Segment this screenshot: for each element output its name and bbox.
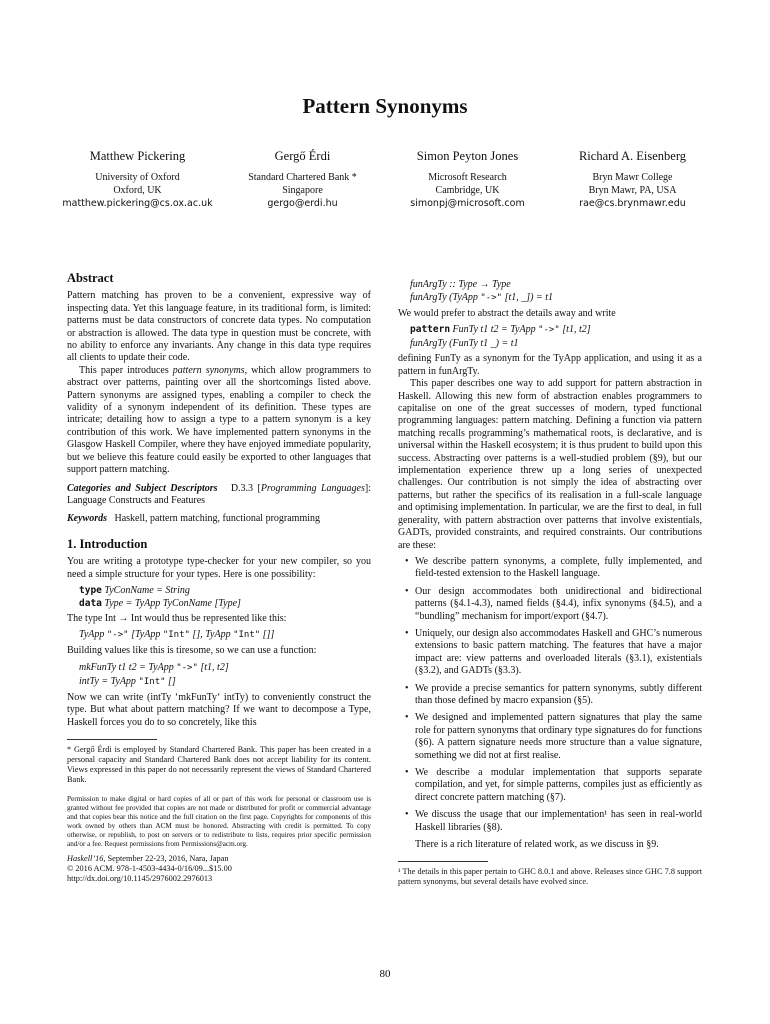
copyright-line: © 2016 ACM. 978-1-4503-4434-0/16/09...$15.00 — [67, 864, 232, 874]
code-text: [t1, t2] — [197, 661, 229, 673]
author-location: Oxford, UK — [113, 185, 162, 196]
code-block-5 — [410, 323, 702, 350]
categories-label: Categories and Subject Descriptors — [67, 482, 218, 494]
code-text: funArgTy (TyApp — [410, 292, 481, 303]
text-run: D.3.3 [ — [230, 482, 261, 494]
right-paragraph-3: This paper describes one way to add support for pattern abstraction in Haskell. Allowing this new form of abstraction enables programmers to capitalise on one of the great successes of modern, typed functional programming languages: pattern matching. Defining a function via pattern matching recalls programming’s mathematical roots, is declarative, and is universal within the Haskell ecosystem; it is thus prudent to build upon this success. Abstracting over patterns is a well-studied problem (§9), but our implementation experience threw up a long series of unexpected challenges. Our contribution is not simply the idea of abstracting over patterns, but rather the specifics of its realisation in a full-scale language and optimising implementation. In particular, we are the first to deal, in full generality, with pattern abstraction over patterns that involve existentials, GADTs, provided constraints, and required constraints. Our contributions are these: — [398, 378, 702, 551]
code-string: "->" — [480, 293, 503, 303]
author-name: Gergő Érdi — [274, 149, 331, 163]
footnote-divider — [398, 861, 488, 862]
code-line — [79, 584, 371, 597]
footnote-1: ¹ The details in this paper pertain to GHC 8.0.1 and above. Releases since GHC 7.8 support pattern synonyms, but several details have evolved since. — [398, 867, 702, 887]
code-text: [TyApp — [128, 629, 163, 641]
code-block-3 — [79, 661, 371, 689]
text-run: This paper introduces — [79, 364, 173, 376]
code-keyword: data — [79, 597, 102, 609]
list-item: • Our design accommodates both unidirectional and bidirectional patterns (§4.1-4.3), named fields (§4.4), infix synonyms (§4.5), and a “bundling” mechanism for import/export (§4.7). — [415, 586, 702, 623]
venue-date: September 22-23, 2016, Nara, Japan — [105, 854, 229, 864]
author-location: Bryn Mawr, PA, USA — [588, 185, 677, 196]
list-item: • We describe a modular implementation that supports separate compilation, and yet, for simple patterns, compiles just as efficiently as direct concrete pattern matching (§7). — [415, 767, 702, 804]
text-run: , which allow programmers to abstract over patterns, painting over all the shortcomings listed above. Pattern synonyms are assigned types, enabling a compiler to check the validity of a synonym independent of its definition. These types are intricate; detailing how to assign a type to a pattern synonym is a key contribution of this work. We have implemented pattern synonyms in the Glasgow Haskell Compiler, where they have enjoyed immediate popularity, but we believe this feature could easily be exported to other languages that support pattern matching. — [67, 364, 371, 476]
author-affiliation: Bryn Mawr College — [592, 172, 673, 183]
text-run: ]: Language Constructs and Features — [67, 482, 371, 506]
abstract-heading: Abstract — [67, 271, 114, 285]
code-keyword: pattern — [410, 324, 451, 336]
code-block-4 — [410, 278, 702, 305]
code-text: [], TyApp — [189, 629, 234, 641]
intro-paragraph-3: Building values like this is tiresome, so we can use a function: — [67, 645, 317, 657]
code-string: "->" — [538, 325, 560, 336]
venue-name: Haskell’16, — [67, 854, 106, 864]
code-line — [79, 661, 371, 675]
author-email: gergo@erdi.hu — [267, 198, 338, 209]
code-keyword: type — [79, 584, 102, 596]
intro-paragraph-1: You are writing a prototype type-checker for your new compiler, so you need a simple structure for your types. Here is one possibility: — [67, 556, 371, 580]
code-text: TyConName = String — [101, 584, 190, 596]
permission-notice: Permission to make digital or hard copies of all or part of this work for personal or classroom use is granted without fee provided that copies are not made or distributed for profit or commercial advantage and that copies bear this notice and the full citation on the first page. Copyrights for components of this work owned by others than ACM must be honored. Abstracting with credit is permitted. To copy otherwise, or republish, to post on servers or to redistribute to lists, requires prior specific permission and/or a fee. Request permissions from Permissions@acm.org. — [67, 794, 371, 848]
code-line — [79, 675, 371, 689]
code-line — [410, 291, 702, 305]
author-4 — [550, 150, 715, 210]
code-string: "Int" — [162, 630, 190, 641]
author-3 — [385, 150, 550, 210]
author-name: Matthew Pickering — [89, 149, 186, 163]
code-text: TyApp — [79, 629, 107, 641]
right-paragraph-4: There is a rich literature of related work, as we discuss in §9. — [415, 839, 659, 851]
code-text: FunTy t1 t2 = TyApp — [450, 324, 539, 336]
code-block-2 — [79, 628, 371, 642]
code-line — [79, 628, 371, 642]
code-text: [t1, _]) = t1 — [502, 292, 553, 303]
left-column — [67, 272, 371, 922]
code-string: "Int" — [233, 630, 261, 641]
keywords-label: Keywords — [67, 513, 107, 525]
right-column — [398, 275, 702, 935]
author-affiliation: Standard Chartered Bank * — [248, 172, 357, 183]
author-location: Cambridge, UK — [435, 185, 500, 196]
list-item: • We discuss the usage that our implementation¹ has seen in real-world Haskell libraries (§8). — [415, 809, 702, 834]
right-paragraph-2: defining FunTy as a synonym for the TyApp application, and using it as a pattern in funArgTy. — [398, 353, 702, 377]
code-string: "->" — [176, 662, 198, 673]
code-line — [79, 597, 371, 610]
author-1 — [55, 150, 220, 210]
code-line — [410, 323, 702, 337]
author-affiliation: University of Oxford — [95, 172, 180, 183]
contributions-list — [398, 556, 702, 834]
code-text: Type = TyApp TyConName [Type] — [101, 597, 241, 609]
code-text: [t1, t2] — [559, 324, 591, 336]
code-block-1 — [79, 584, 371, 610]
footnote-star: * Gergő Érdi is employed by Standard Chartered Bank. This paper has been created in a personal capacity and Standard Chartered Bank does not accept liability for its content. Views expressed in this paper do not necessarily represent the views of Standard Chartered Bank. — [67, 744, 371, 784]
author-name: Richard A. Eisenberg — [578, 149, 687, 163]
code-text: [] — [165, 675, 176, 687]
list-item: • Uniquely, our design also accommodates Haskell and GHC’s numerous extensions to basic pattern matching. The features that have a major impact are: view patterns and overloaded literals (§3.1), existentials (§3.2), and GADTs (§3.3). — [415, 628, 702, 678]
author-block — [55, 150, 715, 210]
abstract-paragraph-2 — [67, 365, 371, 477]
doi-link[interactable]: http://dx.doi.org/10.1145/2976002.2976013 — [67, 874, 213, 884]
right-paragraph-1: We would prefer to abstract the details away and write — [398, 308, 616, 319]
author-location: Singapore — [282, 185, 323, 196]
footnote-divider — [67, 739, 157, 740]
author-email: matthew.pickering@cs.ox.ac.uk — [62, 198, 213, 209]
venue-info — [67, 854, 371, 864]
abstract-paragraph-1: Pattern matching has proven to be a convenient, expressive way of inspecting data. Yet this language feature, in its traditional form, is limited: patterns must be data constructors of concrete data types. No computation or abstraction is allowed. The data type in question must be concrete, with no ability to enforce any invariants. Any change in this data type requires all clients to update their code. — [67, 290, 371, 364]
code-line: funArgTy (FunTy t1 _) = t1 — [410, 338, 519, 350]
intro-paragraph-4: Now we can write (intTy ‘mkFunTy‘ intTy) to conveniently construct the type. But what about pattern matching? If we want to decompose a Type, Haskell forces you do to so concretely, like this — [67, 691, 371, 728]
code-line: funArgTy :: Type → Type — [410, 279, 511, 290]
list-item: • We provide a precise semantics for pattern synonyms, subtly different than those defined by macro expansion (§5). — [415, 683, 702, 708]
author-email: simonpj@microsoft.com — [410, 198, 525, 209]
intro-paragraph-2: The type Int → Int would thus be represented like this: — [67, 612, 287, 624]
list-item: • We designed and implemented pattern signatures that play the same role for pattern synonyms that ordinary type signatures do for functions (§6). A pattern signature needs more structure than a value signature, something we did not at first realise. — [415, 712, 702, 762]
author-affiliation: Microsoft Research — [428, 172, 507, 183]
paper-title: Pattern Synonyms — [302, 94, 468, 118]
emphasis: pattern synonyms — [172, 364, 245, 376]
categories — [67, 483, 371, 508]
code-string: "->" — [106, 630, 129, 641]
keywords — [67, 513, 371, 525]
code-string: "Int" — [138, 676, 166, 687]
code-text: intTy = TyApp — [79, 675, 139, 687]
code-text: mkFunTy t1 t2 = TyApp — [79, 661, 177, 673]
section-heading-introduction: 1. Introduction — [67, 536, 148, 551]
code-text: []] — [260, 629, 275, 641]
author-name: Simon Peyton Jones — [416, 149, 519, 163]
keywords-text: Haskell, pattern matching, functional programming — [114, 513, 320, 525]
list-item: • We describe pattern synonyms, a complete, fully implemented, and field-tested extension to the Haskell language. — [415, 556, 702, 581]
emphasis: Programming Languages — [260, 482, 365, 494]
page-number: 80 — [379, 968, 391, 980]
author-email: rae@cs.brynmawr.edu — [579, 198, 686, 209]
author-2 — [220, 150, 385, 210]
